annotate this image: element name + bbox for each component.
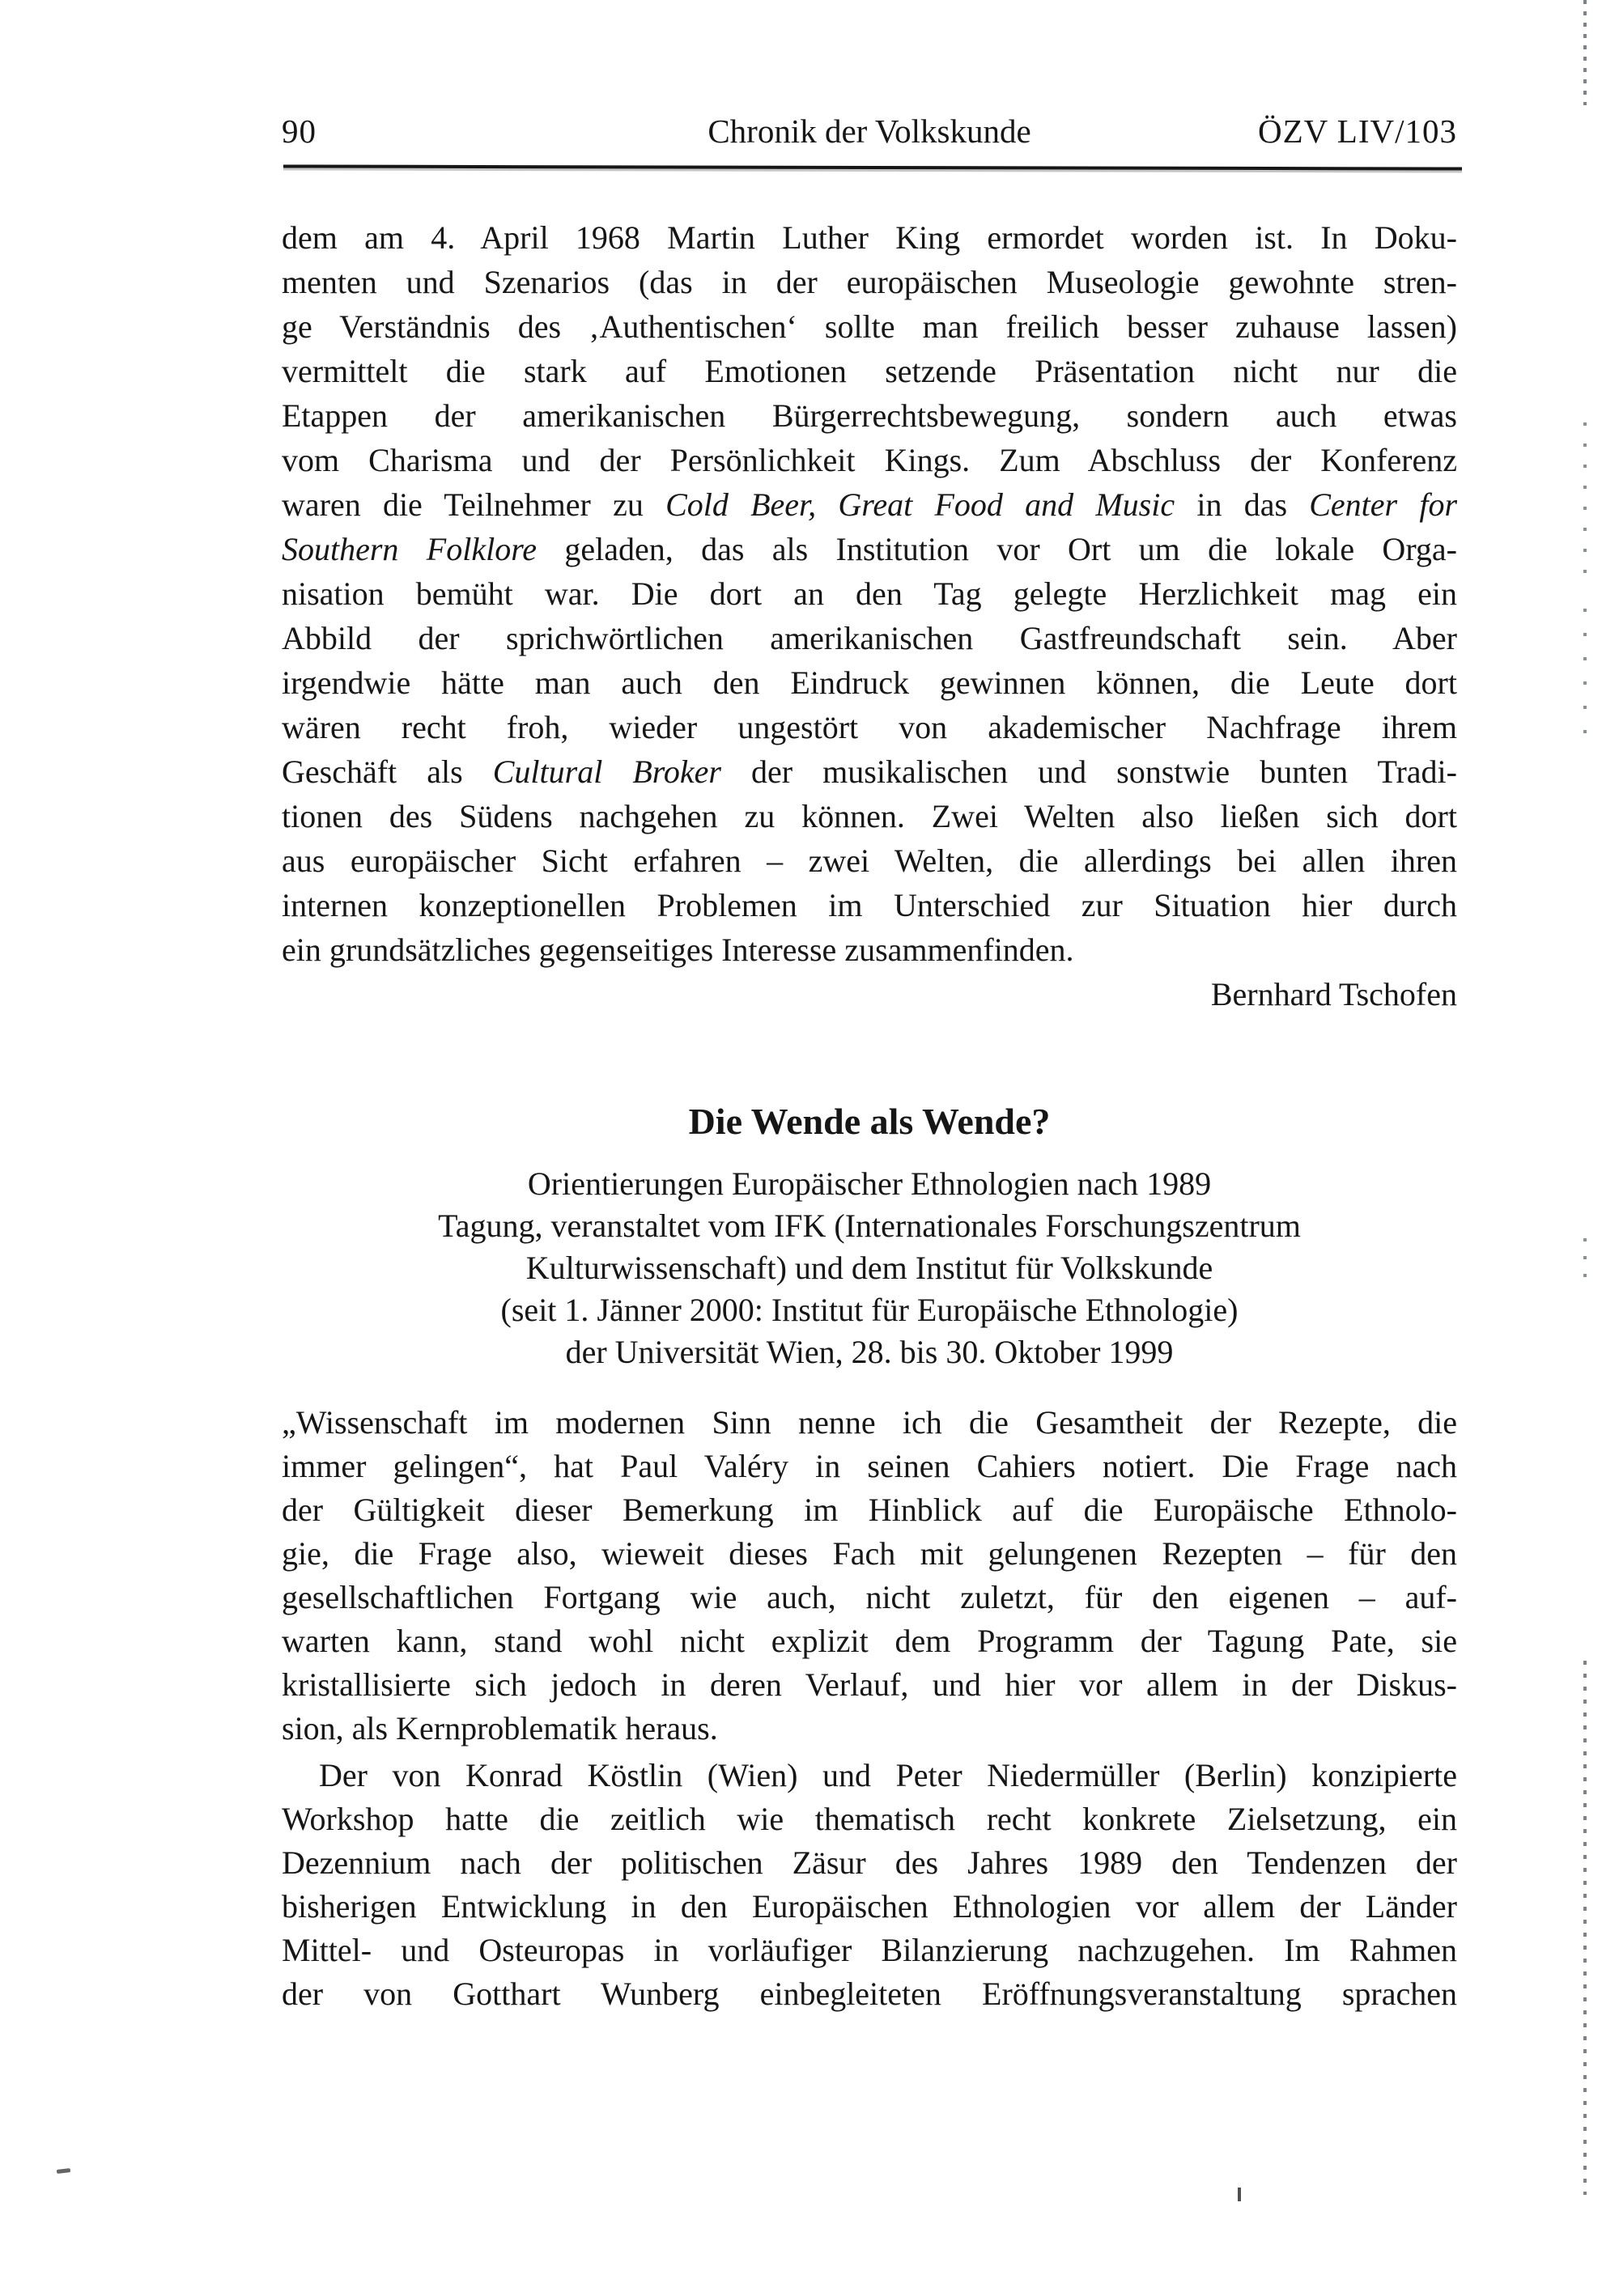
text-segment: in das bbox=[1175, 486, 1310, 523]
text-segment: Der von Konrad Köstlin (Wien) und Peter Niedermüller (Berlin) konzipierte bbox=[319, 1757, 1457, 1793]
text-line bbox=[282, 749, 1457, 794]
text-line bbox=[282, 1754, 1457, 1797]
text-segment: der Gültigkeit dieser Bemerkung im Hinblick auf die Europäische Ethnolo- bbox=[282, 1492, 1457, 1528]
text-segment: Dezennium nach der politischen Zäsur des Jahres 1989 den Tendenzen der bbox=[282, 1844, 1457, 1881]
text-segment: Geschäft als bbox=[282, 753, 493, 790]
text-line bbox=[282, 616, 1457, 660]
text-line bbox=[282, 1885, 1457, 1929]
text-segment: Mittel- und Osteuropas in vorläufiger Bilanzierung nachzugehen. Im Rahmen bbox=[282, 1932, 1457, 1968]
text-segment: der von Gotthart Wunberg einbegleiteten Eröffnungsveranstaltung sprachen bbox=[282, 1976, 1457, 2012]
text-line bbox=[282, 838, 1457, 883]
text-line bbox=[282, 1163, 1457, 1205]
text-line bbox=[282, 1707, 1457, 1751]
text-segment: irgendwie hätte man auch den Eindruck gewinnen können, die Leute dort bbox=[282, 664, 1457, 701]
report-subtitle-block bbox=[282, 1163, 1457, 1373]
text-segment: waren die Teilnehmer zu bbox=[282, 486, 666, 523]
text-segment: tionen des Südens nachgehen zu können. Zwei Welten also ließen sich dort bbox=[282, 798, 1457, 834]
text-segment: Etappen der amerikanischen Bürgerrechtsbewegung, sondern auch etwas bbox=[282, 397, 1457, 434]
text-segment: dem am 4. April 1968 Martin Luther King ermordet worden ist. In Doku- bbox=[282, 219, 1457, 256]
text-segment: geladen, das als Institution vor Ort um die lokale Orga- bbox=[537, 531, 1457, 567]
text-line bbox=[282, 438, 1457, 482]
text-segment: Abbild der sprichwörtlichen amerikanischen Gastfreundschaft sein. Aber bbox=[282, 620, 1457, 656]
text-line bbox=[282, 215, 1457, 260]
text-line bbox=[282, 883, 1457, 927]
text-segment: vermittelt die stark auf Emotionen setzende Präsentation nicht nur die bbox=[282, 353, 1457, 389]
text-segment: kristallisierte sich jedoch in deren Verlauf, und hier vor allem in der Diskus- bbox=[282, 1666, 1457, 1703]
text-line bbox=[282, 1488, 1457, 1532]
text-segment: gie, die Frage also, wieweit dieses Fach mit gelungenen Rezepten – für den bbox=[282, 1535, 1457, 1572]
author-signature: Bernhard Tschofen bbox=[1210, 976, 1457, 1012]
report-title: Die Wende als Wende? bbox=[688, 1101, 1051, 1142]
text-line bbox=[282, 1972, 1457, 2016]
text-line bbox=[282, 482, 1457, 527]
binding-dots-upper-middle bbox=[1583, 422, 1587, 576]
italic-text-segment: Center for bbox=[1309, 486, 1457, 523]
text-line bbox=[282, 1619, 1457, 1663]
text-segment: „Wissenschaft im modernen Sinn nenne ich die Gesamtheit der Rezepte, die bbox=[282, 1404, 1457, 1441]
binding-dots-top bbox=[1583, 0, 1587, 105]
text-line bbox=[282, 349, 1457, 393]
text-segment: immer gelingen“, hat Paul Valéry in seinen Cahiers notiert. Die Frage nach bbox=[282, 1448, 1457, 1484]
binding-dots-lower-middle bbox=[1583, 1238, 1587, 1287]
page-number: 90 bbox=[282, 112, 317, 150]
text-line bbox=[282, 1247, 1457, 1289]
text-line bbox=[282, 571, 1457, 616]
text-segment: der Universität Wien, 28. bis 30. Oktober 1999 bbox=[565, 1334, 1174, 1370]
text-line bbox=[282, 304, 1457, 349]
journal-reference: ÖZV LIV/103 bbox=[1258, 112, 1457, 150]
binding-dots-middle bbox=[1583, 609, 1587, 738]
article-end-paragraph bbox=[282, 215, 1457, 972]
text-segment: Kulturwissenschaft) und dem Institut für Volkskunde bbox=[525, 1250, 1213, 1286]
report-paragraph-2 bbox=[282, 1754, 1457, 2016]
running-title: Chronik der Volkskunde bbox=[708, 112, 1031, 150]
text-segment: menten und Szenarios (das in der europäischen Museologie gewohnte stren- bbox=[282, 264, 1457, 300]
report-paragraph-1 bbox=[282, 1401, 1457, 1751]
header-rule bbox=[283, 164, 1462, 170]
text-segment: gesellschaftlichen Fortgang wie auch, nicht zuletzt, für den eigenen – auf- bbox=[282, 1579, 1457, 1615]
text-line bbox=[282, 1289, 1457, 1331]
italic-text-segment: Southern Folklore bbox=[282, 531, 538, 567]
text-line bbox=[282, 1532, 1457, 1576]
text-segment: bisherigen Entwicklung in den Europäischen Ethnologien vor allem der Länder bbox=[282, 1888, 1457, 1925]
text-segment: (seit 1. Jänner 2000: Institut für Europäische Ethnologie) bbox=[500, 1292, 1239, 1328]
text-line bbox=[282, 1445, 1457, 1488]
text-segment: aus europäischer Sicht erfahren – zwei Welten, die allerdings bei allen ihren bbox=[282, 842, 1457, 879]
text-segment: ein grundsätzliches gegenseitiges Interesse zusammenfinden. bbox=[282, 932, 1074, 968]
text-segment: wären recht froh, wieder ungestört von akademischer Nachfrage ihrem bbox=[282, 709, 1457, 745]
text-segment: nisation bemüht war. Die dort an den Tag gelegte Herzlichkeit mag ein bbox=[282, 575, 1457, 612]
text-line bbox=[282, 1797, 1457, 1841]
text-line bbox=[282, 1841, 1457, 1885]
text-segment: warten kann, stand wohl nicht explizit dem Programm der Tagung Pate, sie bbox=[282, 1623, 1457, 1659]
text-segment: der musikalischen und sonstwie bunten Tradi- bbox=[720, 753, 1457, 790]
scan-speck-left bbox=[57, 2168, 70, 2174]
text-line bbox=[282, 260, 1457, 304]
text-line bbox=[282, 1401, 1457, 1445]
text-segment: Tagung, veranstaltet vom IFK (Internationales Forschungszentrum bbox=[438, 1207, 1301, 1244]
text-line bbox=[282, 660, 1457, 705]
text-segment: Workshop hatte die zeitlich wie thematisch recht konkrete Zielsetzung, ein bbox=[282, 1801, 1457, 1837]
text-line bbox=[282, 393, 1457, 438]
text-line bbox=[282, 1331, 1457, 1373]
page-header bbox=[282, 112, 1457, 152]
binding-dots-bottom bbox=[1583, 1661, 1587, 2195]
italic-text-segment: Cold Beer, Great Food and Music bbox=[665, 486, 1175, 523]
text-line bbox=[282, 1929, 1457, 1972]
text-line bbox=[282, 794, 1457, 838]
text-line bbox=[282, 705, 1457, 749]
text-line bbox=[282, 927, 1457, 972]
text-segment: Orientierungen Europäischer Ethnologien nach 1989 bbox=[527, 1165, 1212, 1202]
text-line bbox=[282, 527, 1457, 571]
scan-speck-right bbox=[1238, 2188, 1241, 2201]
text-segment: internen konzeptionellen Problemen im Unterschied zur Situation hier durch bbox=[282, 887, 1457, 923]
text-line bbox=[282, 1663, 1457, 1707]
text-line bbox=[282, 1205, 1457, 1247]
text-segment: sion, als Kernproblematik heraus. bbox=[282, 1710, 718, 1746]
text-line bbox=[282, 1576, 1457, 1619]
text-segment: ge Verständnis des ‚Authentischen‘ sollte man freilich besser zuhause lassen) bbox=[282, 308, 1457, 345]
italic-text-segment: Cultural Broker bbox=[492, 753, 721, 790]
text-segment: vom Charisma und der Persönlichkeit Kings. Zum Abschluss der Konferenz bbox=[282, 442, 1457, 478]
